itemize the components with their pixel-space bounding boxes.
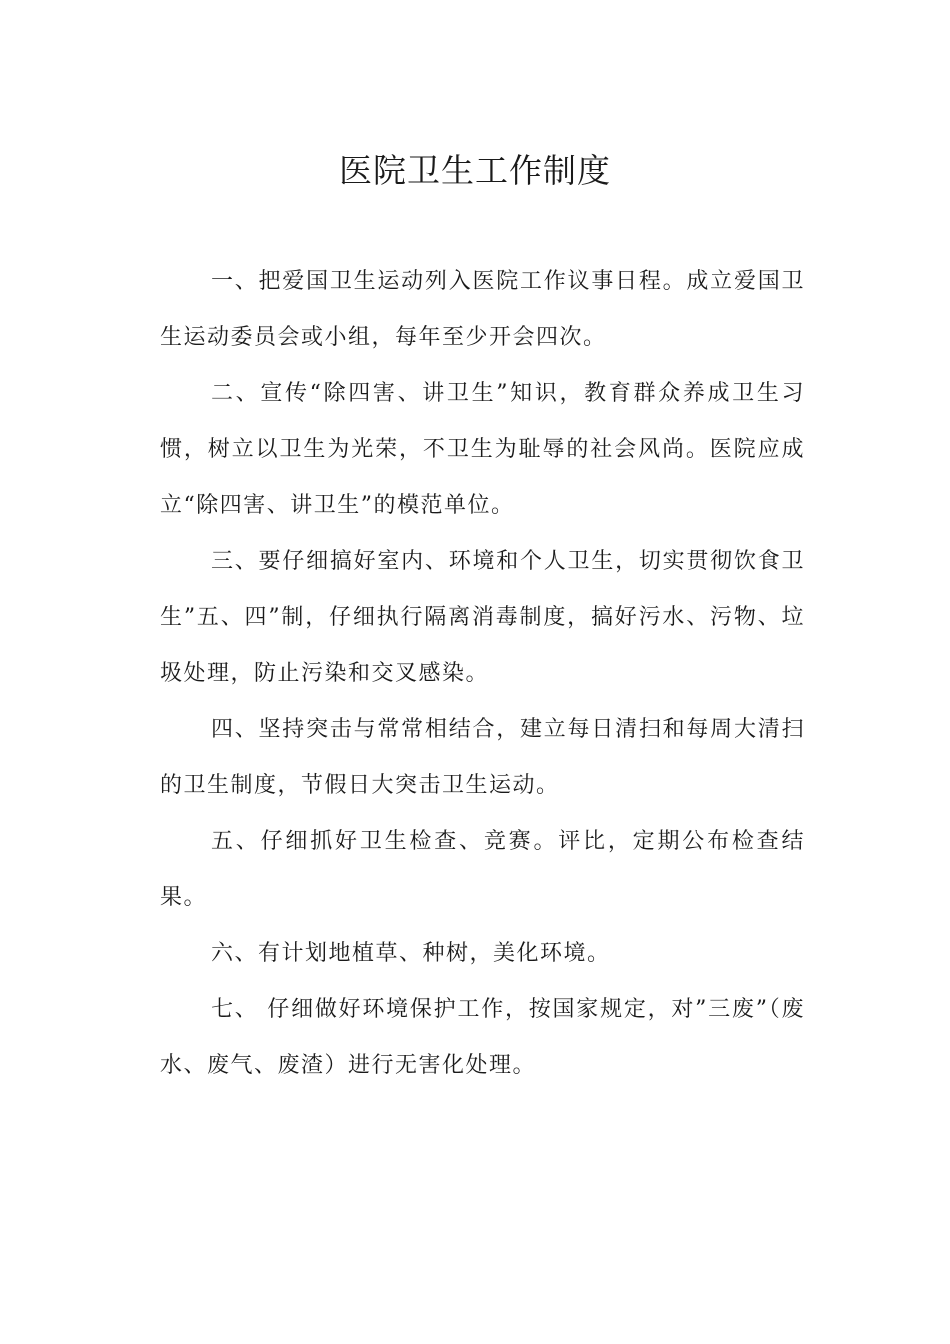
paragraph-5: 五、仔细抓好卫生检查、竞赛。评比，定期公布检查结果。: [160, 829, 805, 910]
paragraph-6: 六、有计划地植草、种树，美化环境。: [211, 941, 611, 966]
paragraph-1: 一、把爱国卫生运动列入医院工作议事日程。成立爱国卫生运动委员会或小组，每年至少开会四次。: [160, 269, 805, 350]
document-title: 医院卫生工作制度: [339, 151, 611, 190]
paragraph-3: 三、要仔细搞好室内、环境和个人卫生，切实贯彻饮食卫生”五、四”制，仔细执行隔离消毒制度，搞好污水、污物、垃圾处理，防止污染和交叉感染。: [160, 549, 805, 686]
paragraph-4: 四、坚持突击与常常相结合，建立每日清扫和每周大清扫的卫生制度，节假日大突击卫生运动。: [160, 717, 805, 798]
paragraph-7: 七、 仔细做好环境保护工作，按国家规定，对”三废”（废水、废气、废渣）进行无害化处理。: [160, 997, 805, 1078]
paragraph-2: 二、宣传“除四害、讲卫生”知识，教育群众养成卫生习惯，树立以卫生为光荣，不卫生为耻辱的社会风尚。医院应成立“除四害、讲卫生”的模范单位。: [160, 381, 805, 518]
document-body: [160, 254, 805, 1094]
